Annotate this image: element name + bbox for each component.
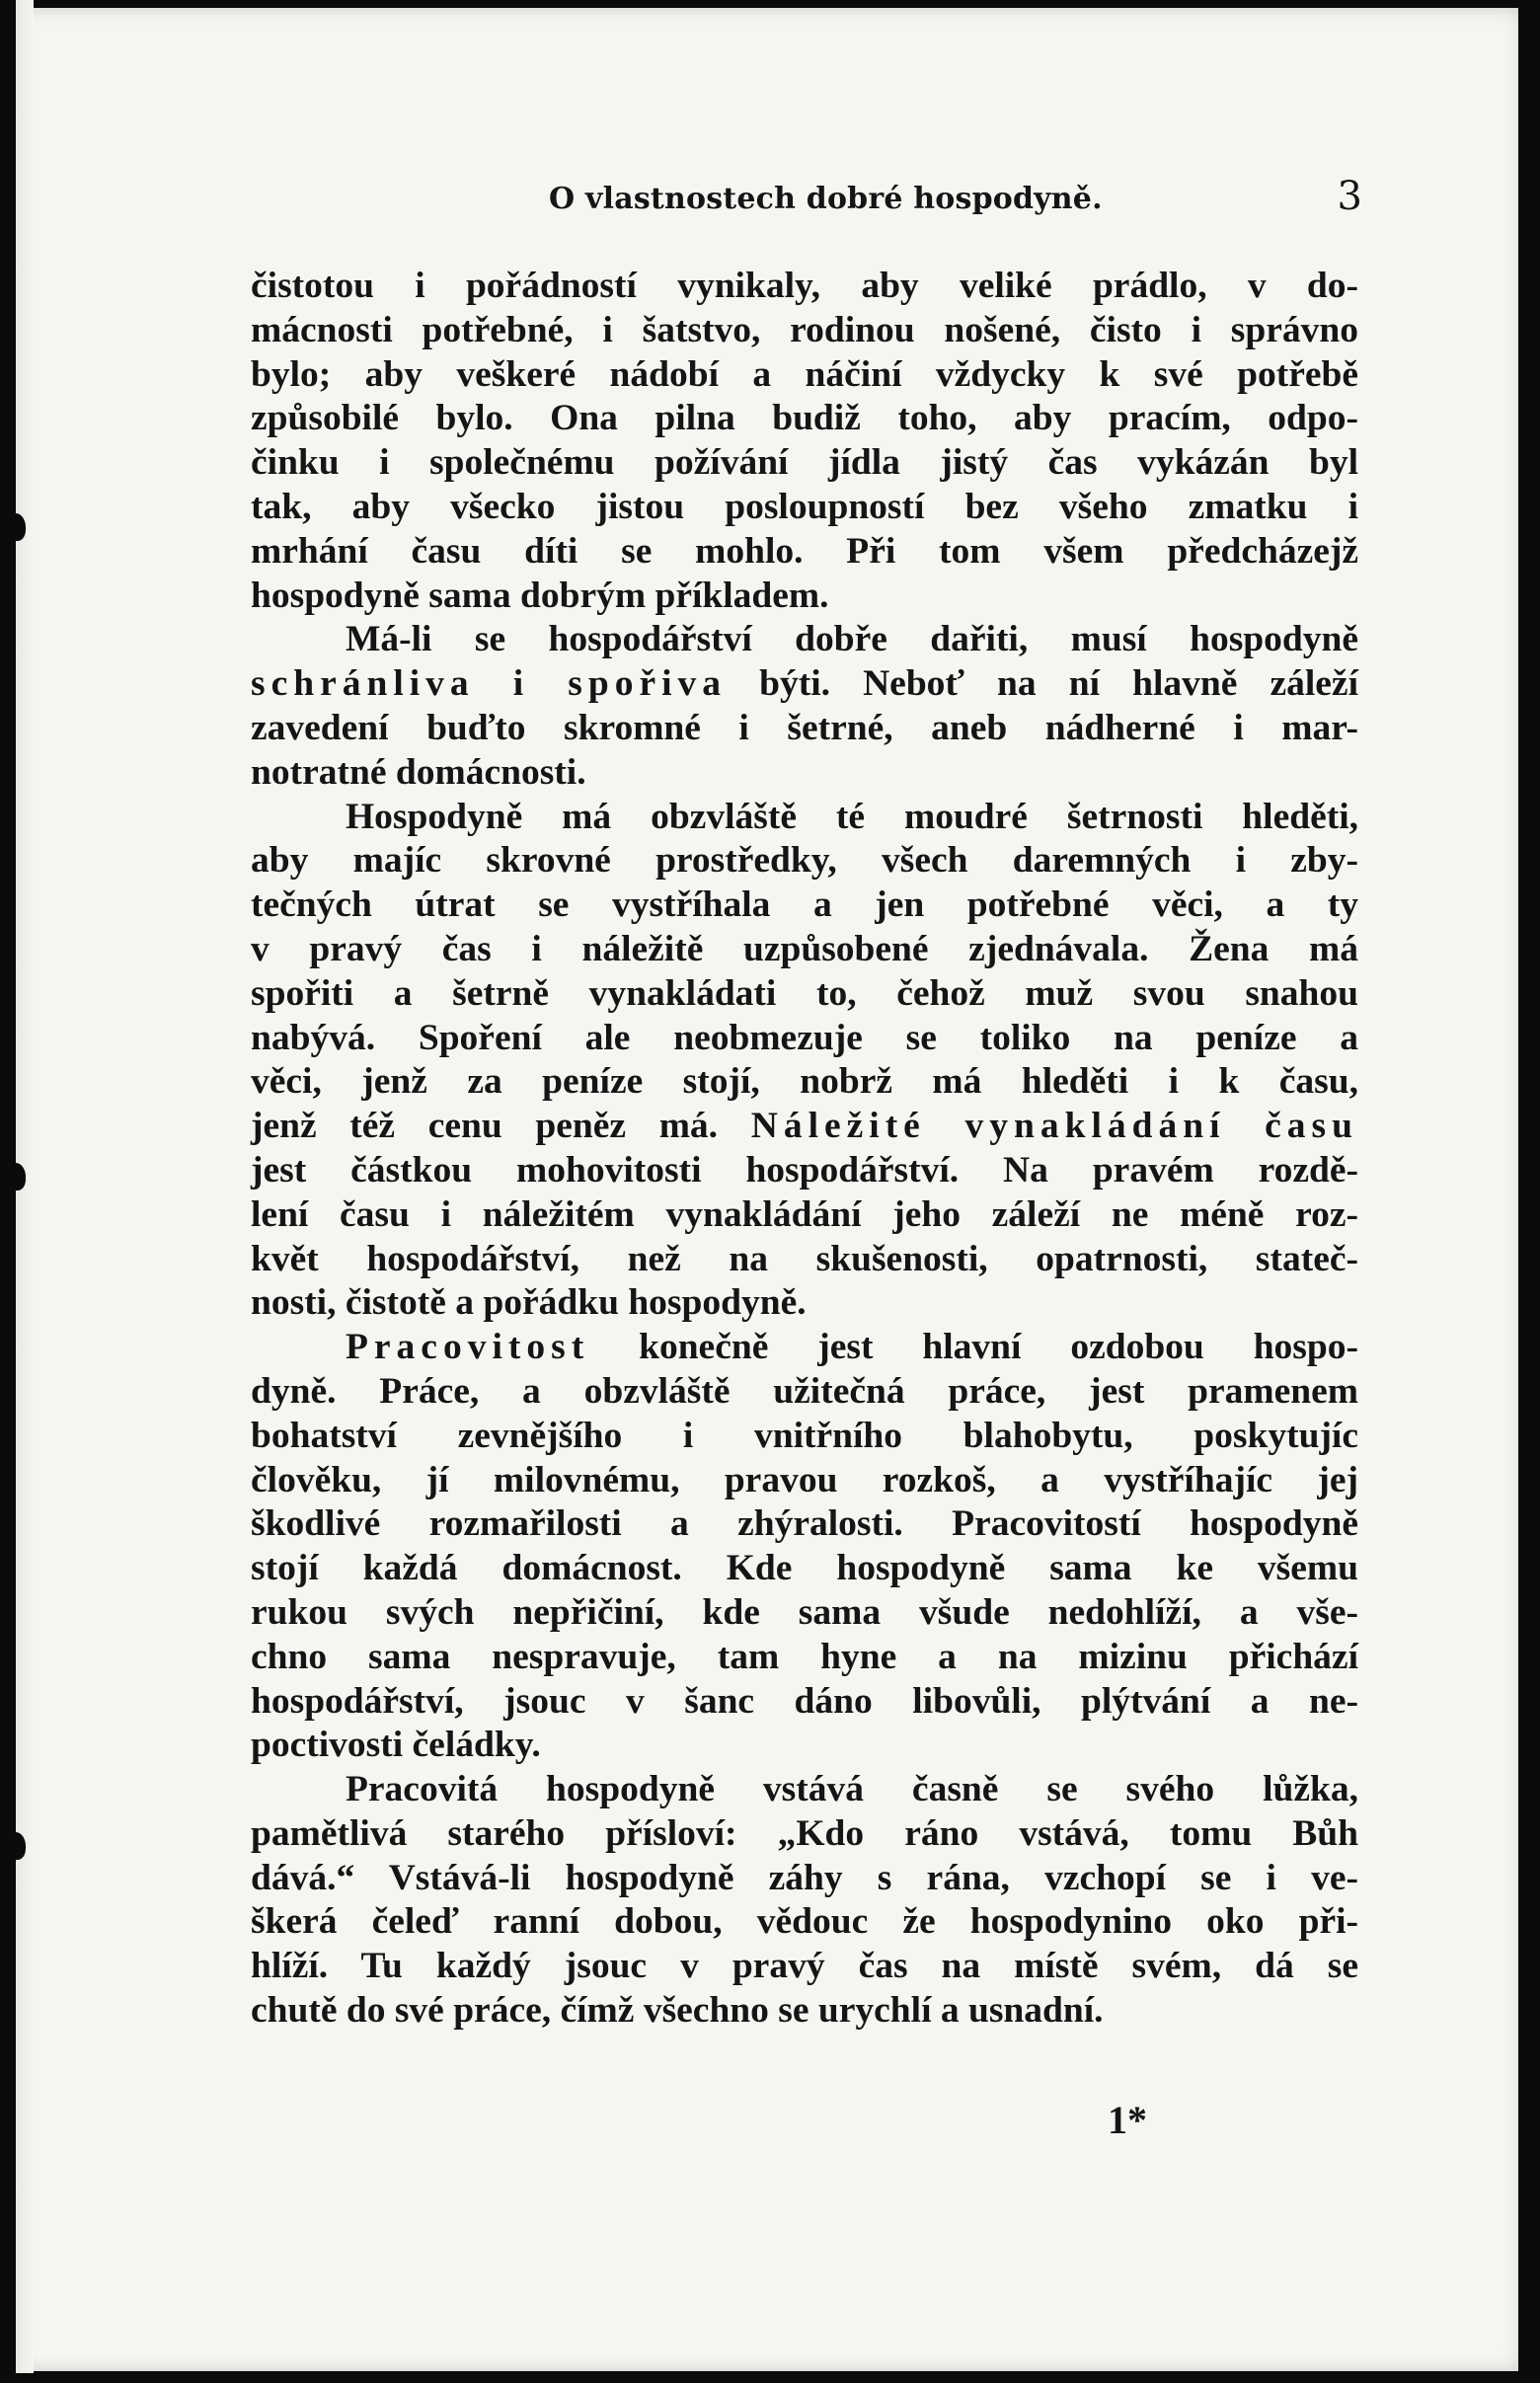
binding-mark — [6, 1832, 26, 1860]
running-head: O vlastnostech dobré hospodyně. — [549, 182, 1103, 216]
text-line: aby majíc skrovné prostředky, všech daremných i zby- — [251, 840, 1358, 882]
text-line: schránliva i spořiva býti. Neboť na ní hlavně záleží — [251, 663, 1358, 705]
text-line: jenž též cenu peněz má. Náležité vynakládání času — [251, 1106, 1358, 1147]
text-line: Pracovitost konečně jest hlavní ozdobou hospo- — [346, 1327, 1358, 1368]
text-line: jest částkou mohovitosti hospodářství. Na pravém rozdě- — [251, 1149, 1358, 1191]
text-line: hlíží. Tu každý jsouc v pravý čas na místě svém, dá se — [251, 1946, 1358, 1987]
text-line: tečných útrat se vystříhala a jen potřebné věci, a ty — [251, 884, 1358, 926]
text-line: rukou svých nepřičiní, kde sama všude nedohlíží, a vše- — [251, 1591, 1358, 1633]
scan-right-edge — [1518, 0, 1540, 2383]
paragraph — [251, 796, 1358, 1327]
text-line: v pravý čas i náležitě uzpůsobené zjednávala. Žena má — [251, 928, 1358, 969]
text-line: tak, aby všecko jistou posloupností bez všeho zmatku i — [251, 486, 1358, 527]
paragraph — [251, 618, 1358, 795]
text-line: Má-li se hospodářství dobře dařiti, musí hospodyně — [346, 619, 1358, 660]
text-line: škodlivé rozmařilosti a zhýralosti. Pracovitostí hospodyně — [251, 1503, 1358, 1545]
text-line: květ hospodářství, než na skušenosti, opatrnosti, stateč- — [251, 1238, 1358, 1279]
body-text — [251, 265, 1358, 2034]
text-line: člověku, jí milovnému, pravou rozkoš, a vystříhajíc jej — [251, 1459, 1358, 1500]
scan-bottom-edge — [0, 2373, 1540, 2383]
paragraph — [251, 265, 1358, 618]
text-line: zavedení buďto skromné i šetrné, aneb nádherné i mar- — [251, 707, 1358, 748]
text-line: Hospodyně má obzvláště té moudré šetrnosti hleděti, — [346, 796, 1358, 837]
emphasized-spaced-text: Pracovitost — [346, 1327, 590, 1368]
text-line: hospodářství, jsouc v šanc dáno libovůli, plýtvání a ne- — [251, 1680, 1358, 1722]
text-line: dyně. Práce, a obzvláště užitečná práce, jest pramenem — [251, 1370, 1358, 1412]
text-line: chutě do své práce, čímž všechno se urychlí a usnadní. — [251, 1990, 1104, 2032]
text-line: poctivosti čeládky. — [251, 1725, 541, 1766]
text-line: Pracovitá hospodyně vstává časně se svého lůžka, — [346, 1769, 1358, 1810]
text-line: způsobilé bylo. Ona pilna budiž toho, aby pracím, odpo- — [251, 398, 1358, 439]
binding-mark — [6, 513, 26, 541]
text-line: hospodyně sama dobrým příkladem. — [251, 575, 829, 616]
text-line: spořiti a šetrně vynakládati to, čehož muž svou snahou — [251, 972, 1358, 1014]
scan-left-edge — [0, 0, 34, 2383]
text-line: pamětlivá starého přísloví: „Kdo ráno vstává, tomu Bůh — [251, 1812, 1358, 1854]
emphasized-spaced-text: schránliva i spořiva — [251, 663, 728, 705]
text-line: činku i společnému požívání jídla jistý čas vykázán byl — [251, 442, 1358, 484]
text-line: bohatství zevnějšího i vnitřního blahobytu, poskytujíc — [251, 1415, 1358, 1456]
text-line: chno sama nespravuje, tam hyne a na mizinu přichází — [251, 1636, 1358, 1677]
emphasized-spaced-text: Náležité vynakládání času — [750, 1106, 1358, 1147]
text-line: notratné domácnosti. — [251, 751, 586, 793]
text-line: nosti, čistotě a pořádku hospodyně. — [251, 1282, 807, 1324]
printer-signature-mark: 1* — [1108, 2098, 1147, 2142]
text-line: lení času i náležitém vynakládání jeho záleží ne méně roz- — [251, 1193, 1358, 1235]
text-line: stojí každá domácnost. Kde hospodyně sama ke všemu — [251, 1548, 1358, 1589]
page-header — [247, 168, 1372, 237]
text-line: věci, jenž za peníze stojí, nobrž má hleděti i k času, — [251, 1061, 1358, 1103]
paragraph — [251, 1768, 1358, 2034]
text-line: dává.“ Vstává-li hospodyně záhy s rána, vzchopí se i ve- — [251, 1857, 1358, 1898]
paragraph — [251, 1326, 1358, 1768]
binding-mark — [6, 1163, 26, 1191]
text-line: čistotou i pořádností vynikaly, aby veliké prádlo, v do- — [251, 266, 1358, 306]
text-line: bylo; aby veškeré nádobí a náčiní vždycky k své potřebě — [251, 353, 1358, 395]
text-line: škerá čeleď ranní dobou, vědouc že hospodynino oko při- — [251, 1901, 1358, 1943]
page-number: 3 — [1337, 174, 1362, 219]
text-line: mrhání času díti se mohlo. Při tom všem předcházejž — [251, 530, 1358, 572]
text-line: mácnosti potřebné, i šatstvo, rodinou nošené, čisto i správno — [251, 309, 1358, 350]
text-line: nabývá. Spoření ale neobmezuje se toliko na peníze a — [251, 1017, 1358, 1058]
